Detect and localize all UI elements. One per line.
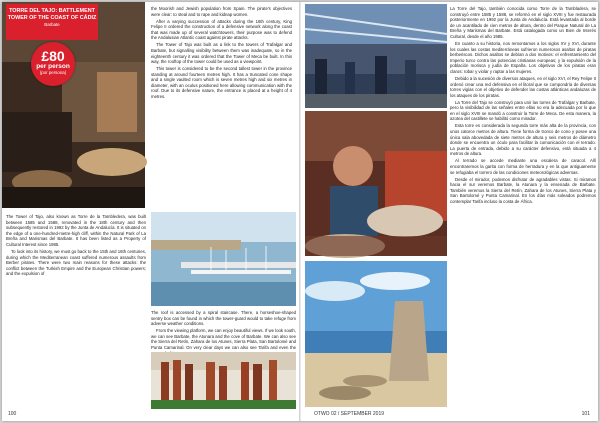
left-column-1 [6, 214, 146, 404]
harbor-photo [151, 212, 296, 306]
paragraph: Al terrado se accede mediante una escalera de caracol. Allí encontraremos la garita con forma de herradura y en la que antiguamente se refugiaba el torrero de las condiciones meteorológicas adversas. [450, 158, 596, 175]
price-badge [31, 42, 75, 86]
magazine-issue-label: OTWO 02 / SEPTEMBER 2019 [314, 411, 385, 417]
paragraph: This tower is considered to be the second tallest tower in the province standing at around fourteen metres high. It has a truncated cone shape and a single vaulted room which is seven metres high and six metres in diameter, with an oculus positioned here allowing communication with the roof. Due to its defensive nature, the entrance is placed at a height of 4 metres. [151, 66, 292, 100]
left-page-number: 100 [8, 411, 17, 417]
paragraph: the Moorish and Jewish population from Spain. The pirate's objectives were clear: to steal and to rape and kidnap women. [151, 6, 292, 17]
market-hall-photo [305, 4, 447, 108]
market-vendor-photo [305, 111, 447, 256]
sidebar-title-box [6, 4, 98, 40]
gutter [299, 2, 301, 421]
beach-tower-photo [305, 261, 447, 407]
price-amount: £80 [41, 48, 65, 64]
paragraph: The Tower of Tajo, also known as Torre de la Tambledera, was built between 1585 and 1588, renovated in the 18th century and then subsequently restored in 1992 by the Junta de Andalucía. It is situated on the edge of a one-hundred-metre-high cliff, within the Natural Park of La Breña and Marismas del Barbate. It has been listed as a Property of Cultural Interest since 1985. [6, 214, 146, 247]
paragraph: The Tower of Tajo was built as a link to the towers of Trafalgar and Barbate, but signalling visibility between them was inadequate, so in the eighteenth century it was ordered that the Tower of Meca be built. In this way, the rooftop of the tower could be used as a viewpoint. [151, 42, 292, 65]
paragraph: Desde el mirador, podemos disfrutar de agradables vistas. Si miramos hacia el sur veremos Barbate, la Atunara y la ensenada de Barbate. También veremos la Sierra del Retín, Zahara de los Atunes, Sierra Plata y San Bartolomé y Punta Camarinal. En los días más soleados podremos contemplar Tarifa incluso la costa de África. [450, 176, 596, 204]
paragraph: Debido a la sucesión de diversos ataques, en el siglo XVI, el Rey Felipe II ordenó crear una red defensiva en el litoral que se compondría de diversas torres vigías con el objetivo de defender las costas atlánticas andaluzas de los ataques de los piratas. [450, 75, 596, 98]
paragraph: The roof is accessed by a spiral staircase. There, a horseshoe-shaped sentry box can be found in which the tower-guard would to take refuge from adverse weather conditions. [151, 310, 296, 327]
right-page-number: 101 [581, 411, 590, 417]
paragraph: En cuanto a su historia, nos remontamos a los siglos XV y XVI, durante los cuales las costas mediterráneas sufrieron numerosos asaltos de piratas berberiscos. Dichos asaltos se debían a dos motivos: el enfrentamiento del Imperio turco contra las potencias cristianas europeas; y la expulsión de la población morisca y judía de España. Los objetivos de los piratas eran claros: robar y violar y raptar a las mujeres. [450, 40, 596, 74]
paragraph: After a varying succession of attacks during the 16th century, King Felipe II ordered the construction of a defensive network along the coast that was made up of several watchtowers, their purpose was to defend the Andalusian Atlantic coast against pirate attacks. [151, 18, 292, 41]
price-unit: per person [36, 63, 70, 70]
paragraph: La Torre del Tajo se construyó para unir las torres de Trafalgar y Barbate, pero la visibilidad de las señales entre ellas no era la adecuada por lo que en el siglo XVIII se mandó a construir la Torre de Meca. De esta manera, la azotea del castillete se habilitó como mirador. [450, 99, 596, 122]
left-column-2 [151, 6, 292, 210]
magazine-spread [2, 2, 598, 421]
sidebar-title: TORRE DEL TAJO: BATTLEMENT TOWER OF THE COAST OF CÁDIZ [7, 8, 97, 21]
paragraph: La Torre del Tajo, también conocida como Torre de la Tambladera, se construyó entre 1585 y 1588, se reformó en el siglo XVIII y fue restaurada posteriormente en 1992 por la Junta de Andalucía. Está levantada al borde de un acantilado de cien metros de altura, dentro del Parque Natural de La Breña y Marismas del Barbate. Está catalogada como un Bien de Interés Cultural, desde el año 1985. [450, 6, 596, 39]
paragraph: From the viewing platform, we can enjoy beautiful views. If we look south, we can see Barbate, the Atunara and the cove of Barbate. We can also see the Sierra del Retín, Zahara de los Atunes, Sierra Plata, San Bartolomé and Punta Camarinal. On very clear days we can also see Tarifa and even the [151, 328, 296, 350]
cured-fish-photo [151, 352, 296, 409]
left-column-3 [151, 310, 296, 350]
sidebar-location: Barbate [44, 22, 60, 27]
right-column-spanish [450, 6, 596, 406]
paragraph: Esta torre es considerada la segunda torre más alta de la provincia, con unos catorce metros de altura. Tiene forma de tronco de cono y posee una única sala abovedada de siete metros de altura y seis metros de diámetro donde se encuentra un óculo para facilitar la comunicación con el terrado. La puerta de entrada, debido a su carácter defensivo, está situada a 4 metros de altura. [450, 123, 596, 157]
price-unit-es: (por persona) [39, 70, 67, 75]
paragraph: To look into its history, we must go back to the 15th and 16th centuries, during which the Mediterranean coast suffered numerous assaults from Berber pirates. There were two main reasons for these attacks: the conflict between the Turkish Empire and the European Christian powers; and the expulsion of [6, 248, 146, 277]
